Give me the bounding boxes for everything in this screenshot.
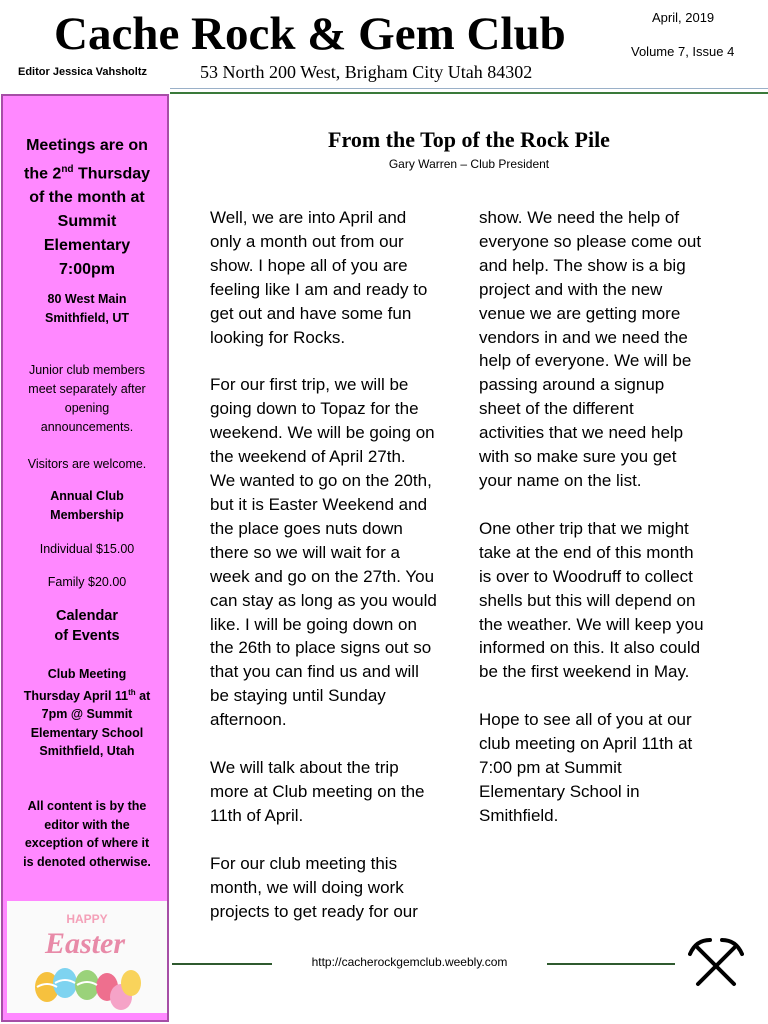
header-rule-top: [170, 88, 768, 89]
event-line: Elementary School: [30, 725, 144, 740]
article-paragraph: [210, 373, 460, 732]
meeting-text: the 2: [23, 165, 62, 183]
article-line: afternoon.: [210, 710, 287, 730]
footer-rule-left: [172, 963, 272, 965]
article-paragraph: [210, 756, 460, 828]
article-paragraph: [479, 708, 731, 828]
visitors-note: Visitors are welcome.: [27, 457, 147, 471]
newsletter-title: Cache Rock & Gem Club: [54, 8, 566, 60]
article-line: week and go on the 27th. You: [210, 566, 435, 586]
article-line: passing around a signup: [479, 375, 665, 395]
event-text: at: [135, 688, 151, 703]
article-line: For our club meeting this: [210, 853, 398, 873]
article-line: going down to Topaz for the: [210, 399, 419, 419]
easter-text: Easter: [44, 927, 126, 960]
event-superscript: th: [128, 687, 136, 697]
article-line: there so we will wait for a: [210, 542, 400, 562]
meeting-line: [5, 158, 169, 186]
article-line: help of everyone. We will be: [479, 351, 692, 371]
article-line: show. We need the help of: [479, 208, 680, 227]
event-line: 7pm @ Summit: [41, 707, 133, 722]
article-line: be the first weekend in May.: [479, 662, 690, 682]
content-note: [5, 797, 169, 871]
article-line: the place goes nuts down: [210, 518, 403, 538]
article-line: more at Club meeting on the: [210, 781, 425, 801]
membership-heading: [5, 487, 169, 525]
membership-line: Membership: [50, 508, 124, 522]
note-line: is denoted otherwise.: [23, 854, 151, 869]
article-line: projects to get ready for our: [210, 901, 418, 921]
article-line: Hope to see all of you at our: [479, 710, 692, 730]
article-line: but it is Easter Weekend and: [210, 494, 428, 514]
article-line: 7:00 pm at Summit: [479, 758, 622, 778]
header-rule-bottom: [170, 92, 768, 94]
footer-rule-right: [547, 963, 675, 965]
calendar-line: Calendar: [55, 608, 119, 624]
article-line: Smithfield.: [479, 805, 559, 825]
article-title: From the Top of the Rock Pile: [328, 127, 610, 152]
article-paragraph: [210, 206, 460, 349]
meeting-line: 7:00pm: [58, 261, 116, 279]
family-dues: Family $20.00: [47, 575, 127, 589]
article-line: that you can find us and will: [210, 662, 419, 682]
easter-egg-gold: [121, 970, 141, 996]
note-line: All content is by the: [27, 799, 147, 813]
meeting-schedule: [5, 134, 169, 282]
article-line: vendors in and we need the: [479, 327, 688, 347]
article-line: We will talk about the trip: [210, 758, 399, 778]
article-line: sheet of the different: [479, 399, 634, 419]
article-paragraph: [210, 852, 460, 924]
sidebar-panel: [1, 94, 169, 1022]
article-line: and help. The show is a big: [479, 255, 686, 275]
article-line: only a month out from our: [210, 231, 404, 251]
meeting-line: Elementary: [43, 237, 131, 255]
article-line: month, we will doing work: [210, 877, 404, 897]
location-line: Smithfield, UT: [44, 311, 130, 325]
event-line: Smithfield, Utah: [39, 744, 135, 759]
volume-issue: Volume 7, Issue 4: [631, 44, 735, 59]
article-line: can stay as long as you would: [210, 590, 437, 610]
article-line: looking for Rocks.: [210, 327, 346, 347]
article-line: take at the end of this month: [479, 542, 694, 562]
article-line: feeling like I am and ready to: [210, 279, 428, 299]
meeting-line: of the month at: [29, 189, 145, 207]
article-line: club meeting on April 11th at: [479, 734, 693, 754]
calendar-line: of Events: [54, 628, 120, 644]
article-line: your name on the list.: [479, 470, 642, 490]
article-line: everyone so please come out: [479, 231, 702, 251]
location-line: 80 West Main: [47, 292, 127, 306]
article-line: shells but this will depend on: [479, 590, 696, 610]
article-line: the 26th to place signs out so: [210, 638, 432, 658]
meeting-location: [5, 290, 169, 328]
article-column-2: [479, 206, 731, 852]
article-line: venue we are getting more: [479, 303, 681, 323]
article-paragraph: [479, 206, 731, 493]
article-paragraph: [479, 517, 731, 684]
junior-line: Junior club members: [28, 363, 145, 377]
event-text: Thursday April 11: [23, 688, 129, 703]
article-line: the weather. We will keep you: [479, 614, 704, 634]
article-line: For our first trip, we will be: [210, 375, 409, 395]
junior-members-note: [5, 361, 169, 437]
article-line: project and with the new: [479, 279, 663, 299]
club-meeting-event: [5, 665, 169, 761]
article-line: Well, we are into April and: [210, 208, 407, 227]
article-line: informed on this. It also could: [479, 638, 701, 658]
meeting-superscript: nd: [61, 164, 74, 175]
issue-date: April, 2019: [652, 10, 715, 25]
article-line: One other trip that we might: [479, 518, 689, 538]
editor-credit: Editor Jessica Vahsholtz: [18, 66, 147, 78]
article-column-1: [210, 206, 460, 947]
event-line: [5, 684, 169, 706]
article-line: with so make sure you get: [479, 447, 677, 467]
note-line: exception of where it: [24, 836, 150, 850]
junior-line: announcements.: [40, 420, 134, 434]
article-line: show. I hope all of you are: [210, 255, 408, 275]
article-line: We wanted to go on the 20th,: [210, 471, 432, 491]
article-line: like. I will be going down on: [210, 614, 417, 634]
membership-line: Annual Club: [50, 489, 124, 503]
article-line: be staying until Sunday: [210, 686, 386, 706]
article-line: the weekend of April 27th.: [210, 447, 406, 467]
meeting-line: Meetings are on: [26, 137, 148, 154]
junior-line: opening: [64, 401, 110, 415]
happy-text: HAPPY: [66, 912, 108, 926]
happy-easter-image: [7, 901, 167, 1013]
note-line: editor with the: [44, 817, 130, 832]
crossed-pickaxes-icon: [688, 934, 744, 990]
article-line: Elementary School in: [479, 781, 640, 801]
article-line: is over to Woodruff to collect: [479, 566, 693, 586]
individual-dues: Individual $15.00: [39, 542, 135, 556]
easter-eggs-illustration: [7, 901, 167, 1013]
article-line: 11th of April.: [210, 805, 304, 825]
article-line: get out and have some fun: [210, 303, 412, 323]
footer-url[interactable]: http://cacherockgemclub.weebly.com: [311, 955, 508, 969]
article-line: weekend. We will be going on: [210, 423, 435, 443]
calendar-heading: [5, 606, 169, 646]
article-line: activities that we need help: [479, 423, 684, 443]
article-byline: Gary Warren – Club President: [388, 157, 550, 171]
club-address: 53 North 200 West, Brigham City Utah 84302: [200, 62, 533, 82]
event-line: Club Meeting: [47, 667, 127, 681]
meeting-text: Thursday: [73, 165, 151, 183]
junior-line: meet separately after: [28, 382, 146, 396]
meeting-line: Summit: [57, 213, 117, 231]
